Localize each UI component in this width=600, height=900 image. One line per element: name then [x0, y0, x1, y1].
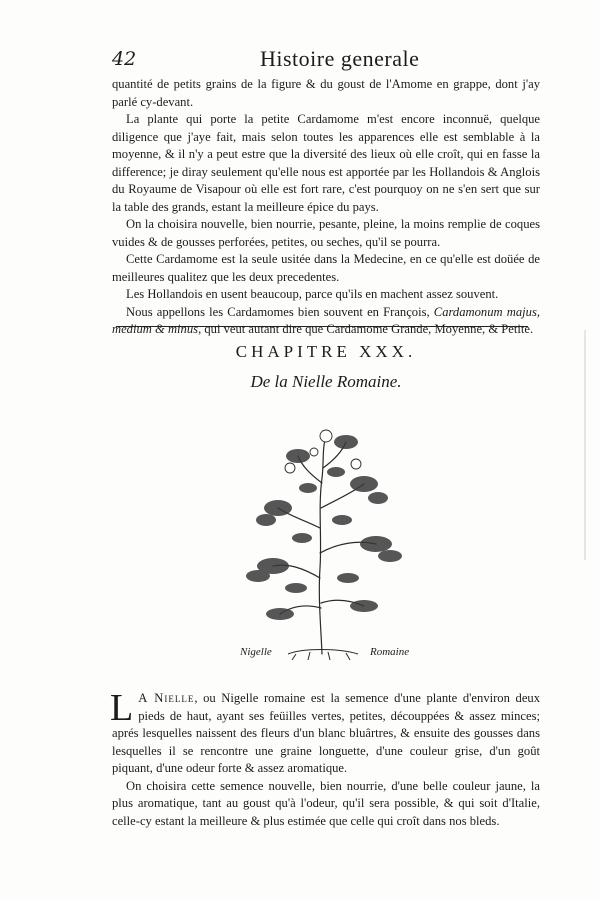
drop-cap: L: [110, 687, 134, 729]
paragraph: Les Hollandois en usent beaucoup, parce qu'ils en machent assez souvent.: [126, 287, 499, 301]
paragraph-with-dropcap: [110, 687, 540, 778]
page-number: 42: [112, 48, 137, 70]
figure-caption-left: Nigelle: [240, 646, 272, 658]
paragraph: On la choisira nouvelle, bien nourrie, pesante, pleine, la moins remplie de coques vuides & de gousses perforées, petites, ou seches, qu'il se pourra.: [112, 217, 540, 249]
text-run: , ou Nigelle romaine est la semence d'une plante d'environ deux pieds de haut, ayant ses feüilles vertes, petites, découppées & assez minces; aprés lesquelles naissent des fleurs d'un blanc bluârtres, & ensuite des gousses dans lesquelles il se rencontre une graine longuette, d'une couleur grise, d'un goût piquant, d'une odeur forte & assez aromatique.: [112, 691, 540, 775]
nigella-plant-engraving: [218, 428, 438, 660]
text-run: , qui veut autant dire que Cardamome Grande, Moyenne, & Petite.: [198, 322, 534, 336]
paragraph: Cette Cardamome est la seule usitée dans la Medecine, en ce qu'elle est doüée de meilleures qualitez que les deux precedentes.: [112, 252, 540, 284]
plant-illustration-icon: [218, 428, 438, 660]
opening-word: A Nielle: [138, 691, 195, 705]
chapter-subtitle: De la Nielle Romaine.: [250, 372, 402, 391]
text-run: Nous appellons les Cardamomes bien souvent en François,: [126, 304, 434, 319]
nielle-text-block: [110, 687, 540, 830]
paragraph: On choisira cette semence nouvelle, bien nourrie, d'une belle couleur jaune, la plus aromatique, tant au goust qu'à l'odeur, qu'il sera possible, & qui soit d'Italie, celle-cy estant la meilleure & plus estimée que celle qui croît dans nos bleds.: [112, 778, 540, 828]
paragraph: La plante qui porte la petite Cardamome m'est encore inconnuë, quelque diligence que j'aye fait, mais selon toutes les apparences elle est semblable à la moyenne, & il n'y a peut estre que la diversité des lieux où elle croît, qui en fasse la difference; je diray seulement qu'elle nous est apportée par les Hollandois & Anglois du Royaume de Visapour où elle est fort rare, c'est pourquoy on ne s'en sert que sur la table des grands, estant la meilleure épice du pays.: [112, 112, 540, 214]
page-header: [112, 48, 532, 76]
chapter-title: CHAPITRE XXX.: [235, 342, 417, 361]
paragraph-latin-names: [112, 304, 540, 339]
chapter-divider: [116, 326, 528, 327]
page-edge-shadow: [584, 330, 586, 560]
latin-name: Cardamonum majus, medium & minus: [112, 304, 540, 336]
paragraph: quantité de petits grains de la figure & du goust de l'Amome en grappe, dont j'ay parlé cy-devant.: [112, 77, 540, 109]
figure-caption-right: Romaine: [370, 646, 410, 658]
cardamome-text-block: [112, 76, 540, 339]
running-title: Histoire generale: [260, 46, 420, 71]
